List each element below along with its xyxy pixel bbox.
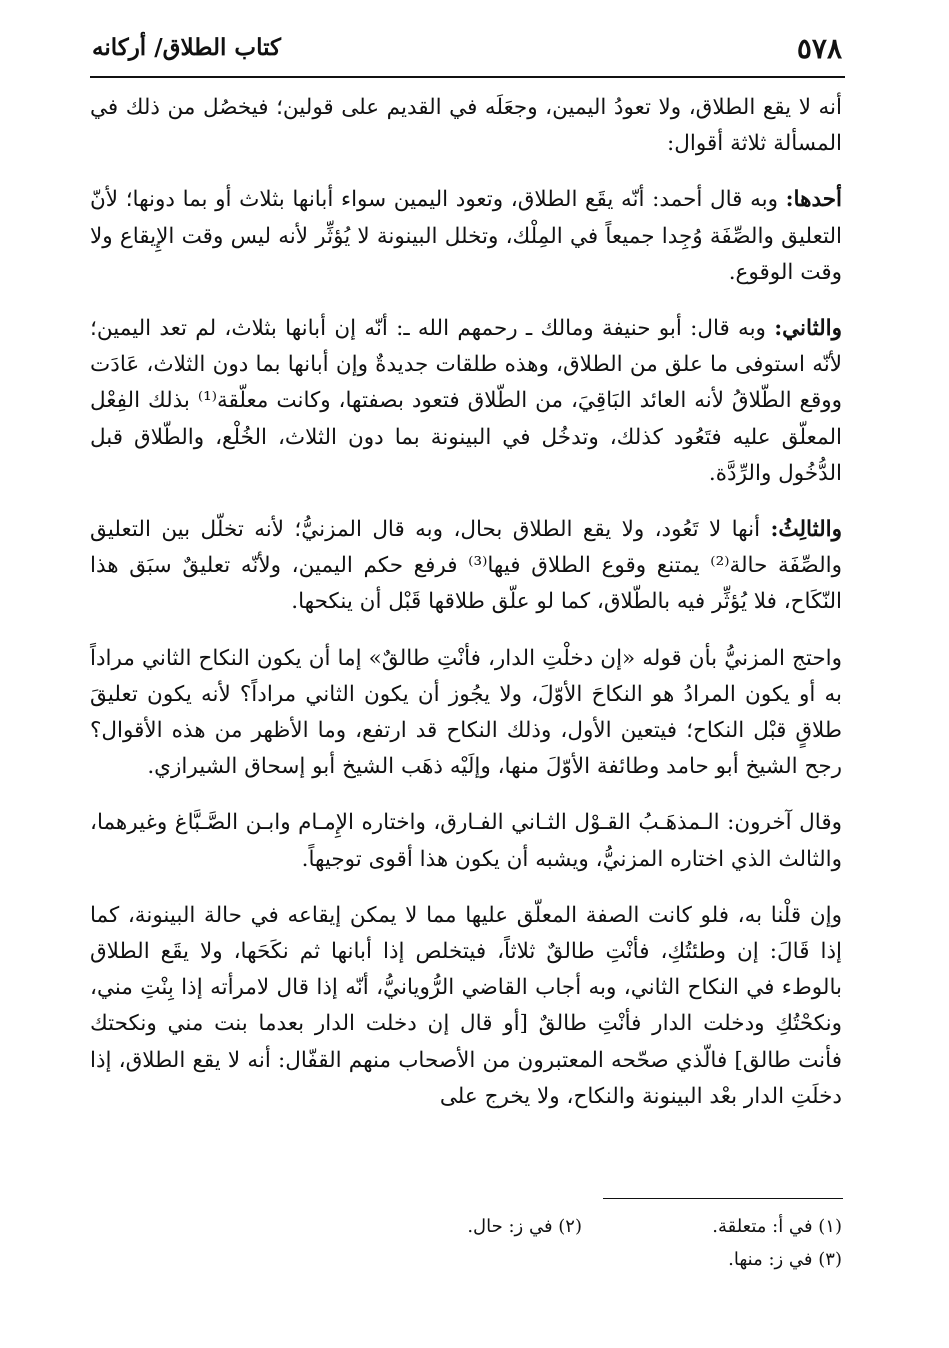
page-header [92,30,842,72]
paragraph-text: أنه لا يقع الطلاق، ولا تعودُ اليمين، وجعَلَه في القديم على قولين؛ فيخصُل من ذلك في المسألة ثلاثة أقوال: [90,95,842,157]
paragraph-text: وبه قال: أبو حنيفة ومالك ـ رحمهم الله ـ: أنّه إن أبانها بثلاث، لم تعد اليمين؛ لأنّه استوفى ما علق من الطلاق، وهذه طلقات جديدةٌ وإن أبانها بما دون الثلاث، عَادَت ووقع الطّلاقُ لأنه العائد البَاقِيَ، من الطّلاق فتعود بصفتها، وكانت معلّقة⁽¹⁾ بذلك الفِعْل المعلّق عليه فتَعُود كذلك، وتدخُل في البينونة بما دون الثلاث، الخُلْع، والطّلاق قبل الدُّخُول والرِّدَّة. [90,316,843,486]
footnote-2: (٢) في ز: حال. [467,1216,582,1237]
paragraph [90,311,842,492]
paragraph-lead: والثالِثُ: [770,517,842,543]
paragraph-lead: أحدها: [785,187,842,213]
header-rule [90,76,845,78]
paragraph-text: وبه قال أحمد: أنّه يقَع الطلاق، وتعود اليمين سواء أبانها بثلاث أو بما دونها؛ لأنّ التعليق والصِّفَة وُجِدا جميعاً في المِلْك، وتخلل البينونة لا يُؤثِّر لأنه ليس وقت الإِيقاع ولا وقت الوقوع. [90,187,842,285]
paragraph-text: أنها لا تَعُود، ولا يقع الطلاق بحال، وبه قال المزنيُّ؛ لأنه تخلّل بين التعليق والصِّفَة حالة⁽²⁾ يمتنع وقوع الطلاق فيها⁽³⁾ فرفع حكم اليمين، ولأنّه تعليقٌ سبَق هذا النّكَاح، فلا يُؤثِّر فيه بالطّلاق، كما لو علّق طلاقها قَبْل أن ينكحها. [90,517,842,615]
running-title: كتاب الطلاق/ أركانه [92,34,281,61]
body-text [90,90,842,1135]
footnote-row [300,1243,842,1276]
paragraph-lead: والثاني: [774,316,842,342]
paragraph [90,90,842,162]
paragraph [90,641,842,786]
footnote-3: (٣) في ز: منها. [728,1249,842,1270]
page-number: ٥٧٨ [796,32,842,65]
paragraph [90,182,842,291]
paragraph [90,898,842,1115]
footnote-rule [603,1198,843,1199]
footnote-row [300,1210,842,1243]
paragraph [90,512,842,621]
paragraph-text: وقال آخرون: الـمذهَـبُ القـوْل الثـاني الفـارق، واختاره الإِمـام وابـن الصَّـبَّاغ وغيرهما، والثالث الذي اختاره المزنيُّ، ويشبه أن يكون هذا أقوى توجيهاً. [90,810,842,872]
paragraph-text: وإن قلْنا به، فلو كانت الصفة المعلّق عليها مما لا يمكن إيقاعه في حالة البينونة، كما إذا قَالَ: إن وطئتُكِ، فأنْتِ طالقٌ ثلاثاً، فيتخلص إذا أبانها ثم نكَحَها، ولا يقَع الطلاق بالوطء في النكاح الثاني، وبه أجاب القاضي الرُّويانيُّ، أنّه إذا قال لامرأته إذا بِنْتِ مني، ونكحْتُكِ ودخلت الدار فأنْتِ طالقٌ [أو قال إن دخلت الدار بعدما بنت مني ونكحتك فأنت طالق] فالّذي صحّحه المعتبرون من الأصحاب منهم القفّال: أنه لا يقع الطلاق، إذا دخلَتِ الدار بعْد البينونة والنكاح، ولا يخرج على [90,902,842,1109]
paragraph-text: واحتج المزنيُّ بأن قوله «إن دخلْتِ الدار، فأنْتِ طالقٌ» إما أن يكون النكاح الثاني مراداً به أو يكون المرادُ هو النكاحَ الأوّلَ، ولا يجُوز أن يكون الثاني مراداً؟ لأنه يكون تعليقَ طلاقٍ قبْل النكاح؛ فيتعين الأول، وذلك النكاح قد ارتفع، وما الأظهر من هذه الأقوال؟ رجح الشيخ أبو حامد وطائفة الأوّلَ منها، وإلَيْه ذهَب الشيخ أبو إسحاق الشيرازي. [90,645,842,780]
footnotes [300,1210,842,1276]
footnote-1: (١) في أ: متعلقة. [712,1216,842,1237]
paragraph [90,805,842,877]
